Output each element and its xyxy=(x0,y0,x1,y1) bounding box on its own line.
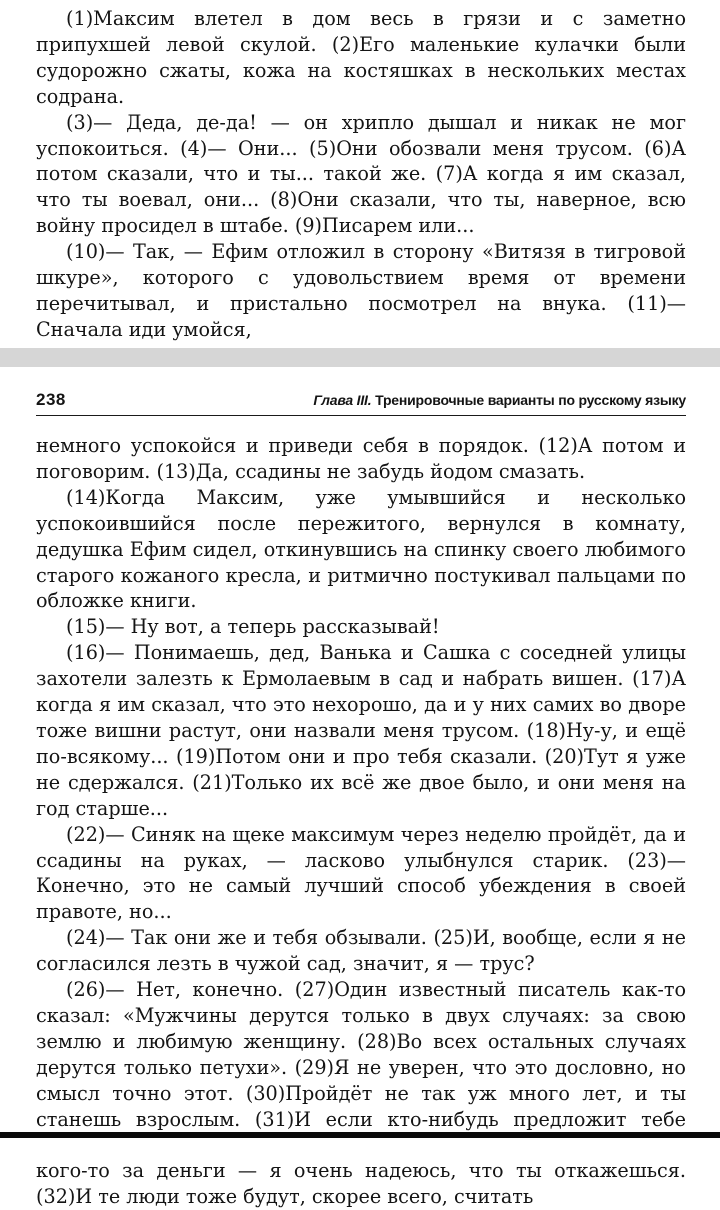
chapter-label: Глава III. xyxy=(313,392,372,408)
page-gap xyxy=(0,348,720,367)
bottom-page-text xyxy=(36,433,686,1210)
top-page-text xyxy=(36,6,686,343)
chapter-title: Тренировочные варианты по русскому языку xyxy=(371,392,686,408)
paragraph-3: (3)— Деда, де-да! — он хрипло дышал и никак не мог успокоиться. (4)— Они... (5)Они обозвали меня трусом. (6)А потом сказали, что и ты... такой же. (7)А когда я им сказал, что ты воевал, они... (8)Они сказали, что ты, наверное, всю войну просидел в штабе. (9)Писарем или... xyxy=(36,110,686,238)
bottom-page xyxy=(0,367,720,1209)
paragraph-26: (26)— Нет, конечно. (27)Один известный писатель как-то сказал: «Мужчины дерутся только в двух случаях: за свою землю и любимую женщину. (28)Во всех остальных случаях дерутся только петухи». (29)Я не уверен, что это дословно, но смысл точно этот. (30)Пройдёт не так уж много лет, и ты станешь взрослым. (31)И если кто-нибудь предложит тебе кого-то за деньги — я очень надеюсь, что ты откажешься. (32)И те люди тоже будут, скорее всего, считать xyxy=(36,978,686,1209)
page-number: 238 xyxy=(36,390,66,409)
running-header xyxy=(36,389,686,416)
bottom-margin xyxy=(0,1138,720,1158)
paragraph-16: (16)— Понимаешь, дед, Ванька и Сашка с соседней улицы захотели залезть к Ермолаевым в сад и набрать вишен. (17)А когда я им сказал, что это нехорошо, да и у них самих во дворе тоже вишни растут, они назвали меня трусом. (18)Ну-у, и ещё по-всякому... (19)Потом они и про тебя сказали. (20)Тут я уже не сдержался. (21)Только их всё же двое было, и они меня на год старше... xyxy=(36,641,686,820)
paragraph-10: (10)— Так, — Ефим отложил в сторону «Витязя в тигровой шкуре», которого с удовольствием время от времени перечитывал, и пристально посмотрел на внука. (11)— Сначала иди умойся, xyxy=(36,240,686,341)
running-title xyxy=(313,392,686,408)
top-page xyxy=(0,0,720,348)
paragraph-22: (22)— Синяк на щеке максимум через неделю пройдёт, да и ссадины на руках, — ласково улыбнулся старик. (23)— Конечно, это не самый лучший способ убеждения в своей правоте, но... xyxy=(36,822,686,924)
continuation-paragraph: немного успокойся и приведи себя в порядок. (12)А потом и поговорим. (13)Да, ссадины не забудь йодом смазать. xyxy=(36,434,686,483)
paragraph-14: (14)Когда Максим, уже умывшийся и несколько успокоившийся после пережитого, вернулся в комнату, дедушка Ефим сидел, откинувшись на спинку своего любимого старого кожаного кресла, и ритмично постукивал пальцами по обложке книги. xyxy=(36,485,686,613)
paragraph-1: (1)Максим влетел в дом весь в грязи и с заметно припухшей левой скулой. (2)Его маленькие кулачки были судорожно сжаты, кожа на костяшках в нескольких местах содрана. xyxy=(36,7,686,108)
paragraph-15: (15)— Ну вот, а теперь рассказывай! xyxy=(66,615,440,639)
paragraph-24: (24)— Так они же и тебя обзывали. (25)И, вообще, если я не согласился лезть в чужой сад, значит, я — трус? xyxy=(36,926,686,976)
